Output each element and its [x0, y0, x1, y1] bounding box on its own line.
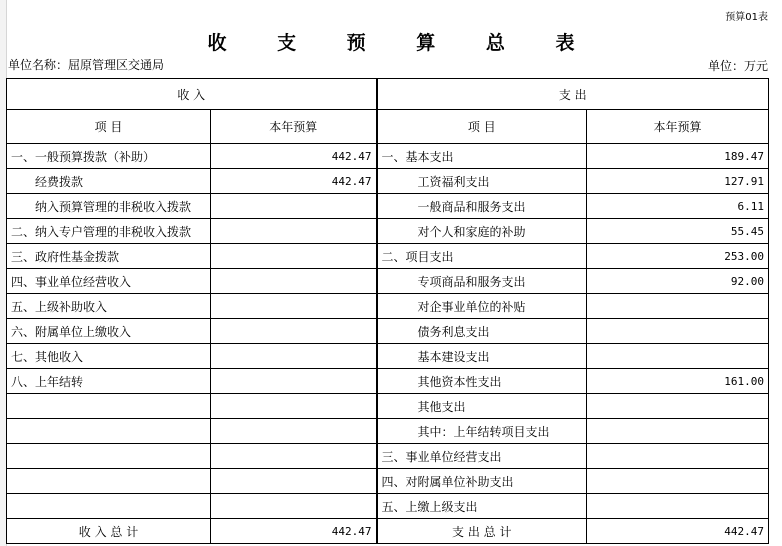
expense-value: 92.00 — [587, 269, 769, 294]
expense-item: 基本建设支出 — [377, 344, 587, 369]
income-budget-header: 本年预算 — [211, 110, 377, 144]
income-section-header: 收 入 — [7, 79, 377, 110]
section-header-row — [7, 79, 769, 110]
expense-value: 161.00 — [587, 369, 769, 394]
table-row — [7, 444, 769, 469]
expense-total-label: 支 出 总 计 — [377, 519, 587, 544]
table-row — [7, 319, 769, 344]
table-row — [7, 194, 769, 219]
expense-budget-header: 本年预算 — [587, 110, 769, 144]
income-value — [211, 194, 377, 219]
income-item: 五、上级补助收入 — [7, 294, 211, 319]
income-value — [211, 294, 377, 319]
income-item-header: 项 目 — [7, 110, 211, 144]
income-value — [211, 494, 377, 519]
expense-value — [587, 344, 769, 369]
expense-item: 一、基本支出 — [377, 144, 587, 169]
totals-row — [7, 519, 769, 544]
income-value — [211, 319, 377, 344]
expense-value — [587, 319, 769, 344]
income-item — [7, 494, 211, 519]
income-item — [7, 444, 211, 469]
income-item: 三、政府性基金拨款 — [7, 244, 211, 269]
table-row — [7, 469, 769, 494]
income-item: 纳入预算管理的非税收入拨款 — [7, 194, 211, 219]
expense-total-value: 442.47 — [587, 519, 769, 544]
income-item: 经费拨款 — [7, 169, 211, 194]
expense-item: 其中：上年结转项目支出 — [377, 419, 587, 444]
table-row — [7, 294, 769, 319]
expense-value: 55.45 — [587, 219, 769, 244]
column-header-row — [7, 110, 769, 144]
expense-item: 工资福利支出 — [377, 169, 587, 194]
income-value — [211, 269, 377, 294]
expense-item: 专项商品和服务支出 — [377, 269, 587, 294]
expense-item: 其他资本性支出 — [377, 369, 587, 394]
table-row — [7, 219, 769, 244]
income-item — [7, 394, 211, 419]
expense-item: 债务利息支出 — [377, 319, 587, 344]
income-item: 四、事业单位经营收入 — [7, 269, 211, 294]
income-value — [211, 369, 377, 394]
income-value — [211, 244, 377, 269]
unit-name-label: 单位名称：屈原管理区交通局 — [8, 58, 165, 72]
income-value — [211, 394, 377, 419]
expense-item-header: 项 目 — [377, 110, 587, 144]
expense-value: 253.00 — [587, 244, 769, 269]
table-row — [7, 369, 769, 394]
expense-item: 二、项目支出 — [377, 244, 587, 269]
income-value — [211, 419, 377, 444]
income-item: 七、其他收入 — [7, 344, 211, 369]
expense-item: 其他支出 — [377, 394, 587, 419]
income-total-label: 收 入 总 计 — [7, 519, 211, 544]
income-total-value: 442.47 — [211, 519, 377, 544]
income-value: 442.47 — [211, 144, 377, 169]
expense-value — [587, 444, 769, 469]
income-value: 442.47 — [211, 169, 377, 194]
expense-value — [587, 294, 769, 319]
income-value — [211, 469, 377, 494]
income-item: 六、附属单位上缴收入 — [7, 319, 211, 344]
expense-item: 三、事业单位经营支出 — [377, 444, 587, 469]
form-code: 预算01表 — [725, 12, 768, 23]
income-item — [7, 469, 211, 494]
expense-value: 127.91 — [587, 169, 769, 194]
budget-summary-table — [6, 78, 769, 544]
income-value — [211, 219, 377, 244]
expense-section-header: 支 出 — [377, 79, 769, 110]
table-row — [7, 144, 769, 169]
expense-value — [587, 394, 769, 419]
income-item — [7, 419, 211, 444]
income-value — [211, 344, 377, 369]
table-row — [7, 494, 769, 519]
expense-item: 四、对附属单位补助支出 — [377, 469, 587, 494]
expense-item: 一般商品和服务支出 — [377, 194, 587, 219]
expense-value — [587, 419, 769, 444]
expense-value: 6.11 — [587, 194, 769, 219]
table-row — [7, 394, 769, 419]
table-row — [7, 344, 769, 369]
expense-item: 五、上缴上级支出 — [377, 494, 587, 519]
currency-unit-label: 单位：万元 — [707, 59, 768, 73]
income-item: 八、上年结转 — [7, 369, 211, 394]
table-row — [7, 419, 769, 444]
expense-value — [587, 469, 769, 494]
page-title: 收 支 预 算 总 表 — [207, 32, 597, 54]
expense-item: 对个人和家庭的补助 — [377, 219, 587, 244]
income-item: 二、纳入专户管理的非税收入拨款 — [7, 219, 211, 244]
table-row — [7, 244, 769, 269]
expense-value — [587, 494, 769, 519]
table-row — [7, 269, 769, 294]
income-item: 一、一般预算拨款（补助） — [7, 144, 211, 169]
table-row — [7, 169, 769, 194]
expense-value: 189.47 — [587, 144, 769, 169]
expense-item: 对企事业单位的补贴 — [377, 294, 587, 319]
income-value — [211, 444, 377, 469]
